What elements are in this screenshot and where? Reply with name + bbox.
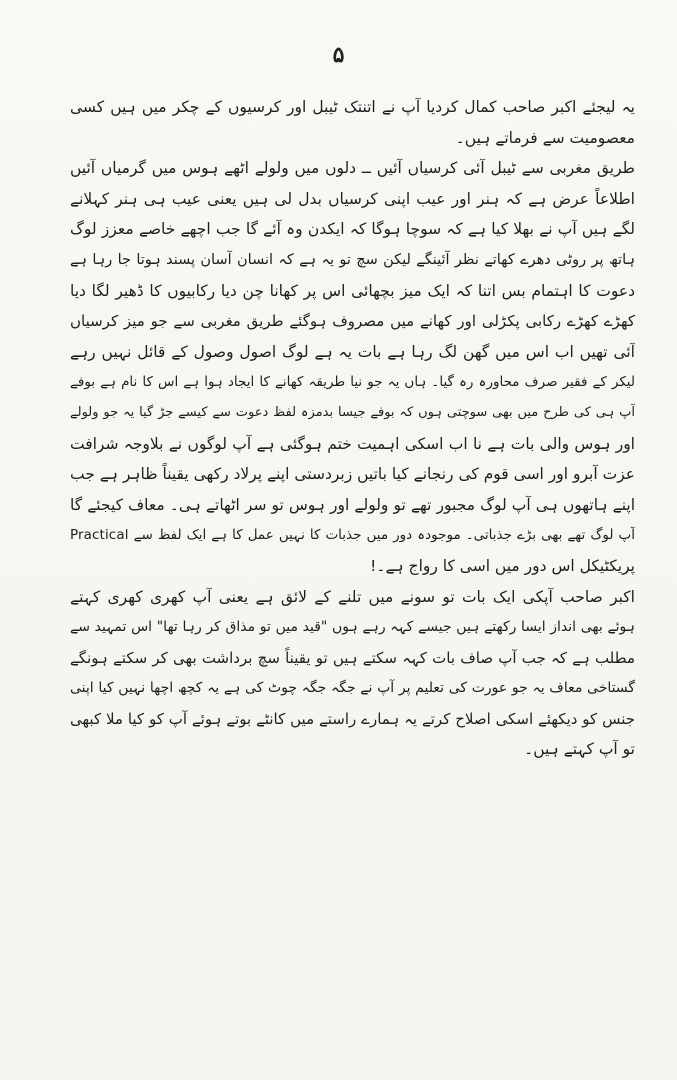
text-line: گستاخی معاف یہ جو عورت کی تعلیم پر آپ نے جگہ جگہ چوٹ کی ہے یہ کچھ اچھا نہیں کیا اپنی (70, 680, 635, 697)
text-line: عزت آبرو اور اسی قوم کی رنجانے کیا باتیں زبردستی اپنے پرلاد رکھی یقیناً ظاہر ہے جب (70, 465, 635, 484)
text-line: معصومیت سے فرماتے ہیں۔ (455, 128, 635, 147)
text-line: دعوت کا اہتمام بس اتنا کہ ایک میز بچھائی اس پر کھانا چن دیا رکابیوں کا ڈھیر لگا دیا (70, 281, 635, 300)
text-line: اپنے ہاتھوں ہی آپ لوگ مجبور تھے تو ولولے اور ہوس تو سر اٹھاتے ہی۔ معاف کیجئے گا (70, 495, 635, 514)
text-line: ہوئے بھی انداز ایسا رکھتے ہیں جیسے کہہ رہے ہوں "قید میں تو مذاق کر رہا تھا" اس تمہید سے (70, 619, 635, 636)
text-line: آپ لوگ تھے بھی بڑے جذباتی۔ موجودہ دور میں جذبات کا نہیں عمل کا ہے ایک لفظ سے Practical (70, 527, 635, 544)
text-line: طریق مغربی سے ٹیبل آئی کرسیاں آئیں ــ دلوں میں ولولے اٹھے ہوس میں گرمیاں آئیں (70, 159, 635, 178)
text-line: جنس کو دیکھئے اسکی اصلاح کرتے یہ ہمارے راستے میں کانٹے بوتے ہوئے آپ کو کیا ملا کبھی (70, 709, 635, 728)
text-line: آپ ہی کی طرح میں بھی سوچتی ہوں کہ بوفے جیسا بدمزہ لفظ دعوت سے کیسے جڑ گیا یہ جو ولولے (70, 404, 635, 420)
text-line: آئی تھیں اب اس میں گھن لگ رہا ہے بات یہ ہے لوگ اصول وصول کے قائل نہیں رہے (70, 342, 635, 361)
page-number: ۵ (332, 42, 345, 68)
text-line: لگے ہیں آپ نے بھلا کیا ہے کہ سوچا ہوگا کہ ایکدن وہ آئے گا جب اچھے خاصے معزز لوگ (70, 220, 635, 239)
text-line: لیکر کے فقیر صرف محاورہ رہ گیا۔ ہاں یہ جو نیا طریقہ کھانے کا ایجاد ہوا ہے اس کا نام ہے بوفے (70, 374, 635, 391)
text-line: مطلب ہے کہ جب آپ صاف بات کہہ سکتے ہیں تو یقیناً سچ برداشت بھی کر سکتے ہونگے (70, 648, 635, 667)
text-line: اور ہوس والی بات ہے نا اب اسکی اہمیت ختم ہوگئی ہے آپ لوگوں نے بلاوجہ شرافت (70, 434, 635, 453)
text-line: اطلاعاً عرض ہے کہ ہنر اور عیب اپنی کرسیاں بدل لی ہیں یعنی عیب ہی ہنر کہلانے (70, 189, 635, 208)
body-text (70, 92, 635, 765)
text-line: یہ لیجئے اکبر صاحب کمال کردیا آپ نے اتنتک ٹیبل اور کرسیوں کے چکر میں ہیں کسی (70, 98, 635, 116)
text-line: کھڑے کھڑے رکابی پکڑلی اور کھانے میں مصروف ہوگئے طریق مغربی سے جو میز کرسیاں (70, 312, 635, 331)
text-line: اکبر صاحب آپکی ایک بات تو سونے میں تلنے کے لائق ہے یعنی آپ کھری کھری کہتے (70, 587, 635, 606)
text-line: پریکٹیکل اس دور میں اسی کا رواج ہے۔! (370, 556, 635, 575)
text-line: ہاتھ پر روٹی دھرے کھاتے نظر آئینگے لیکن سچ تو یہ ہے کہ انسان آسان پسند ہوتا جا رہا ہے (70, 251, 635, 268)
text-line: تو آپ کہتے ہیں۔ (524, 740, 635, 759)
